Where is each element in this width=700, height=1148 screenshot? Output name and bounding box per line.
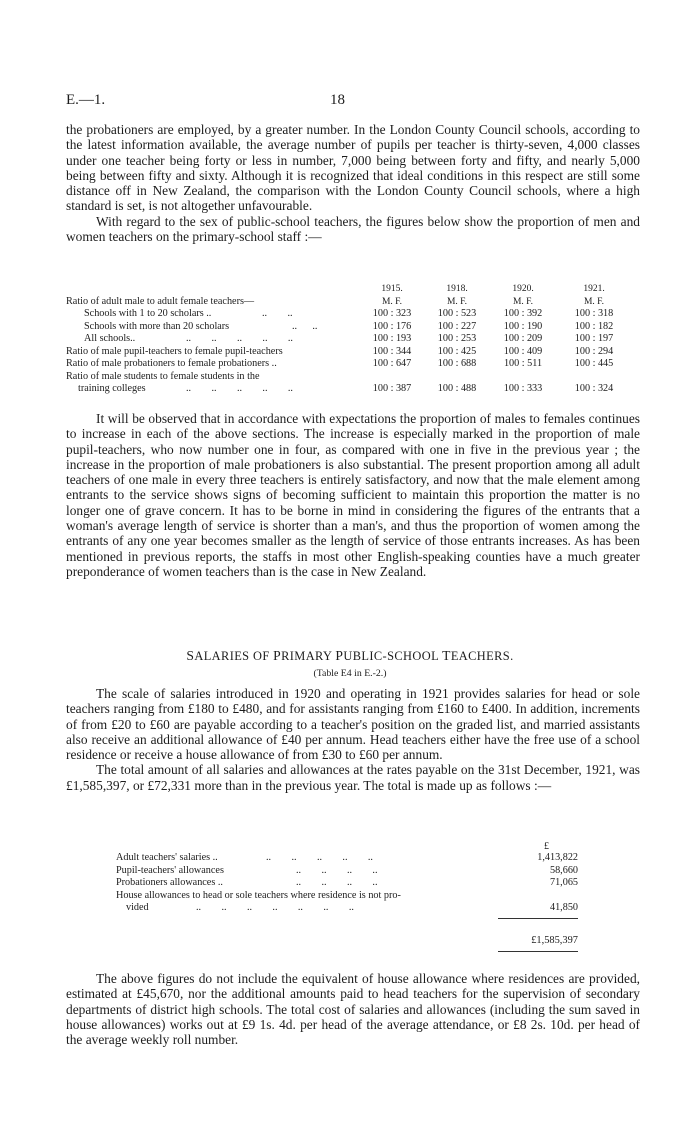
ratio-value: 100 : 387 [372, 383, 412, 394]
total-rule [498, 951, 578, 952]
totals-table [116, 852, 578, 915]
table-row: All schools.. .. .. .. .. .. 100 : 193 100 : 253 100 : 209 100 : 197 [66, 333, 640, 346]
paragraph-salary-scale [66, 686, 640, 793]
ratio-group-label: Ratio of adult male to adult female teachers— [66, 295, 255, 307]
ratio-value: 100 : 445 [574, 358, 614, 369]
table-row: Schools with more than 20 scholars .. .. 100 : 176 100 : 227 100 : 190 100 : 182 [66, 321, 640, 334]
paragraph-total-amount: The total amount of all salaries and allowances at the rates payable on the 31st December, 1921, was £1,585,397, or £72,331 more than in the previous year. The total is made up as follows :— [66, 762, 640, 793]
year-header: 1915. [381, 284, 403, 294]
row-label: Schools with more than 20 scholars [84, 320, 230, 332]
table-row [116, 890, 578, 903]
row-label: Ratio of male pupil-teachers to female pupil-teachers [66, 345, 283, 357]
year-header: 1921. [583, 284, 605, 294]
ratio-value: 100 : 523 [437, 308, 477, 319]
paragraph-london-comparison [66, 122, 640, 244]
ratio-value: 100 : 488 [437, 383, 477, 394]
table-row [66, 346, 640, 359]
amount-value: 41,850 [549, 902, 578, 913]
paragraph-text: the probationers are employed, by a greater number. In the London County Council schools, according to the latest information available, the average number of pupils per teacher is thirty-seven, 4,000 classes under one teacher being forty or less in number, 7,000 being between forty and fifty, and nearly 5,000 being between fifty and sixty. Although it is recognized that ideal conditions in this respect are still some distance off in New Zealand, the comparison with the London County Council schools, where a high standard is set, is not altogether unfavourable. [66, 122, 640, 214]
ratio-value: 100 : 392 [503, 308, 543, 319]
row-label: All schools.. [84, 333, 136, 344]
row-label: Probationers allowances .. [116, 877, 223, 888]
currency-symbol: £ [544, 841, 549, 852]
year-header: 1920. [512, 284, 534, 294]
row-label: Adult teachers' salaries .. [116, 852, 218, 863]
table-row: Schools with 1 to 20 scholars .. .. .. 100 : 323 100 : 523 100 : 392 100 : 318 [66, 308, 640, 321]
table-row: training colleges .. .. .. .. .. 100 : 387 100 : 488 100 : 333 100 : 324 [66, 383, 640, 396]
ratio-value: 100 : 409 [503, 345, 543, 357]
ratio-value: 100 : 323 [372, 308, 412, 319]
table-row [66, 358, 640, 371]
ratio-value: 100 : 425 [437, 345, 477, 357]
ratio-value: 100 : 688 [437, 358, 477, 369]
ratio-value: 100 : 190 [503, 320, 543, 332]
paragraph-text: The scale of salaries introduced in 1920 and operating in 1921 provides salaries for head or sole teachers ranging from £180 to £480, and for assistants ranging from £160 to £400. In addition, increments of from £20 to £60 are payable according to a teacher's position on the graded list, and married assistants also receive an additional allowance of £40 per annum. Head teachers either have the free use of a school residence or receive a house allowance of from £30 to £60 per annum. [66, 686, 640, 763]
grand-total: £1,585,397 [531, 935, 578, 946]
paragraph-text: It will be observed that in accordance with expectations the proportion of males to females continues to increase in each of the above sections. The increase is especially marked in the proportion of male pupil-teachers, who now number one in four, as compared with one in five in the previous year ; the increase in the proportion of male probationers is also substantial. The present proportion among all adult teachers of one male in every three teachers is entirely satisfactory, and now that the male element among entrants to the service shows signs of becoming sufficient to maintain this proportion the matter is no longer one of grave concern. It has to be borne in mind in considering the figures of the entrants that a woman's average length of service is shorter than a man's, and thus the proportion of women among the entrants of any one year becomes smaller as the length of service of those entrants increases. As has been mentioned in previous reports, the staffs in most other English-speaking counties have a much greater preponderance of women teachers than is the case in New Zealand. [66, 411, 640, 579]
section-reference: (Table E4 in E.-2.) [313, 668, 387, 679]
row-label-continued: training colleges [78, 383, 146, 394]
mf-header: M. F. [583, 296, 605, 307]
ratio-value: 100 : 197 [574, 333, 614, 344]
ratio-value: 100 : 182 [574, 320, 614, 332]
report-code: E.—1. [66, 92, 106, 108]
table-row: vided .. .. .. .. .. .. .. 41,850 [126, 902, 578, 913]
row-label: House allowances to head or sole teachers where residence is not pro- [116, 889, 401, 901]
row-label: Ratio of male probationers to female probationers .. [66, 358, 277, 369]
paragraph-house-allowance [66, 971, 640, 1047]
ratio-value: 100 : 176 [372, 320, 412, 332]
row-label: Schools with 1 to 20 scholars .. [84, 308, 212, 319]
ratio-value: 100 : 227 [437, 320, 477, 332]
ratio-value: 100 : 193 [372, 333, 412, 344]
ratio-value: 100 : 647 [372, 358, 412, 369]
ratio-value: 100 : 253 [437, 333, 477, 344]
paragraph-text: The above figures do not include the equivalent of house allowance where residences are provided, estimated at £45,670, nor the additional amounts paid to head teachers for the supervision of secondary departments of district high schools. The total cost of salaries and allowances (including the sum saved in house allowances) works out at £9 1s. 4d. per head of the average attendance, or £8 2s. 10d. per head of the average weekly roll number. [66, 971, 640, 1048]
mf-header: M. F. [381, 296, 403, 307]
ratio-value: 100 : 318 [574, 308, 614, 319]
sum-rule [498, 918, 578, 919]
page-number: 18 [330, 92, 345, 108]
year-header: 1918. [446, 284, 468, 294]
table-row: Adult teachers' salaries .. .. .. .. .. .. 1,413,822 [116, 852, 578, 863]
ratio-value: 100 : 511 [503, 358, 543, 369]
ratio-value: 100 : 324 [574, 383, 614, 394]
row-label: Pupil-teachers' allowances [116, 864, 224, 876]
section-heading: SALARIES OF PRIMARY PUBLIC-SCHOOL TEACHERS. [186, 648, 514, 663]
paragraph-proportion-discussion [66, 411, 640, 579]
amount-value: 1,413,822 [537, 852, 578, 863]
mf-header: M. F. [512, 296, 534, 307]
row-label-continued: vided [126, 902, 149, 913]
amount-value: 71,065 [549, 877, 578, 888]
row-label: Ratio of male students to female students in the [66, 370, 260, 382]
ratio-value: 100 : 333 [503, 383, 543, 394]
table-row [66, 371, 640, 384]
paragraph-sex-intro: With regard to the sex of public-school teachers, the figures below show the proportion of men and women teachers on the primary-school staff :— [66, 213, 640, 245]
amount-value: 58,660 [549, 864, 578, 876]
table-row: Pupil-teachers' allowances .. .. .. .. 58,660 [116, 864, 578, 876]
ratio-value: 100 : 209 [503, 333, 543, 344]
ratio-table [66, 283, 640, 396]
mf-header: M. F. [446, 296, 468, 307]
ratio-value: 100 : 344 [372, 345, 412, 357]
ratio-value: 100 : 294 [574, 345, 614, 357]
table-row: Probationers allowances .. .. .. .. .. 71,065 [116, 877, 578, 888]
